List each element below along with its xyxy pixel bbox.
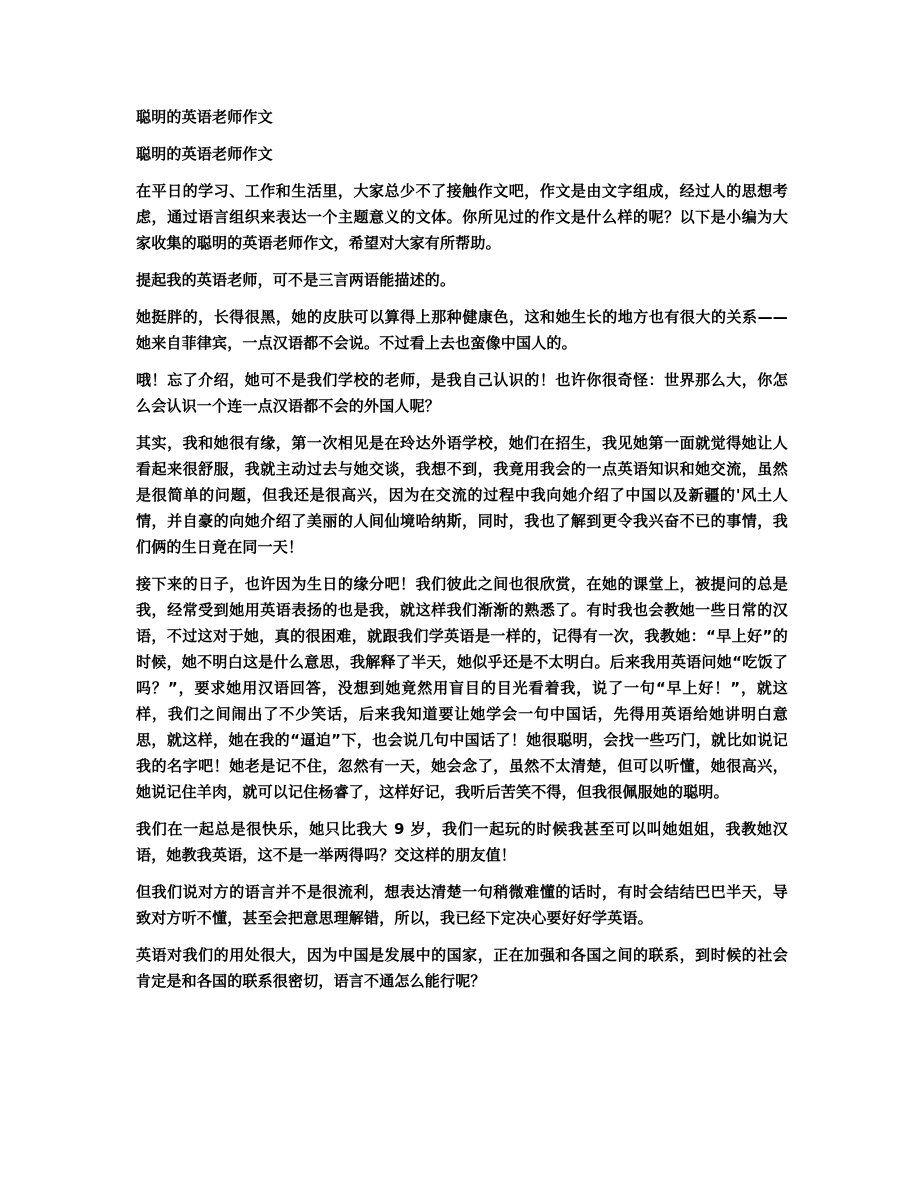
document-page [136, 104, 788, 1005]
document-subtitle: 聪明的英语老师作文 [136, 145, 273, 163]
paragraph: 我们在一起总是很快乐，她只比我大 9 岁，我们一起玩的时候我甚至可以叫她姐姐，我教她汉语，她教我英语，这不是一举两得吗？交这样的朋友值！ [136, 820, 788, 864]
paragraph: 提起我的英语老师，可不是三言两语能描述的。 [136, 271, 456, 289]
paragraph: 英语对我们的用处很大，因为中国是发展中的国家，正在加强和各国之间的联系，到时候的社会肯定是和各国的联系很密切，语言不通怎么能行呢？ [136, 946, 788, 990]
paragraph: 接下来的日子，也许因为生日的缘分吧！我们彼此之间也很欣赏，在她的课堂上，被提问的总是我，经常受到她用英语表扬的也是我，就这样我们渐渐的熟悉了。有时我也会教她一些日常的汉语，不过这对于她，真的很困难，就跟我们学英语是一样的，记得有一次，我教她：“早上好”的时候，她不明白这是什么意思，我解释了半天，她似乎还是不太明白。后来我用英语问她“吃饭了吗？”，要求她用汉语回答，没想到她竟然用盲目的目光看着我，说了一句“早上好！”，就这样，我们之间闹出了不少笑话，后来我知道要让她学会一句中国话，先得用英语给她讲明白意思，就这样，她在我的“逼迫”下，也会说几句中国话了！她很聪明，会找一些巧门，就比如说记我的名字吧！她老是记不住，忽然有一天，她会念了，虽然不太清楚，但可以听懂，她很高兴，她说记住羊肉，就可以记住杨睿了，这样好记，我听后苦笑不得，但我很佩服她的聪明。 [136, 575, 788, 801]
paragraph: 其实，我和她很有缘，第一次相见是在玲达外语学校，她们在招生，我见她第一面就觉得她让人看起来很舒服，我就主动过去与她交谈，我想不到，我竟用我会的一点英语知识和她交流，虽然是很简单的问题，但我还是很高兴，因为在交流的过程中我向她介绍了中国以及新疆的'风土人情，并自豪的向她介绍了美丽的人间仙境哈纳斯，同时，我也了解到更令我兴奋不已的事情，我们俩的生日竟在同一天！ [136, 434, 788, 556]
document-title: 聪明的英语老师作文 [136, 108, 273, 126]
paragraph: 但我们说对方的语言并不是很流利，想表达清楚一句稍微难懂的话时，有时会结结巴巴半天，导致对方听不懂，甚至会把意思理解错，所以，我已经下定决心要好好学英语。 [136, 883, 788, 927]
paragraph: 哦！忘了介绍，她可不是我们学校的老师，是我自己认识的！也许你很奇怪：世界那么大，你怎么会认识一个连一点汉语都不会的外国人呢？ [136, 371, 788, 415]
paragraph: 她挺胖的，长得很黑，她的皮肤可以算得上那种健康色，这和她生长的地方也有很大的关系——她来自菲律宾，一点汉语都不会说。不过看上去也蛮像中国人的。 [136, 308, 788, 352]
paragraph: 在平日的学习、工作和生活里，大家总少不了接触作文吧，作文是由文字组成，经过人的思想考虑，通过语言组织来表达一个主题意义的文体。你所见过的作文是什么样的呢？以下是小编为大家收集的聪明的英语老师作文，希望对大家有所帮助。 [136, 182, 788, 252]
